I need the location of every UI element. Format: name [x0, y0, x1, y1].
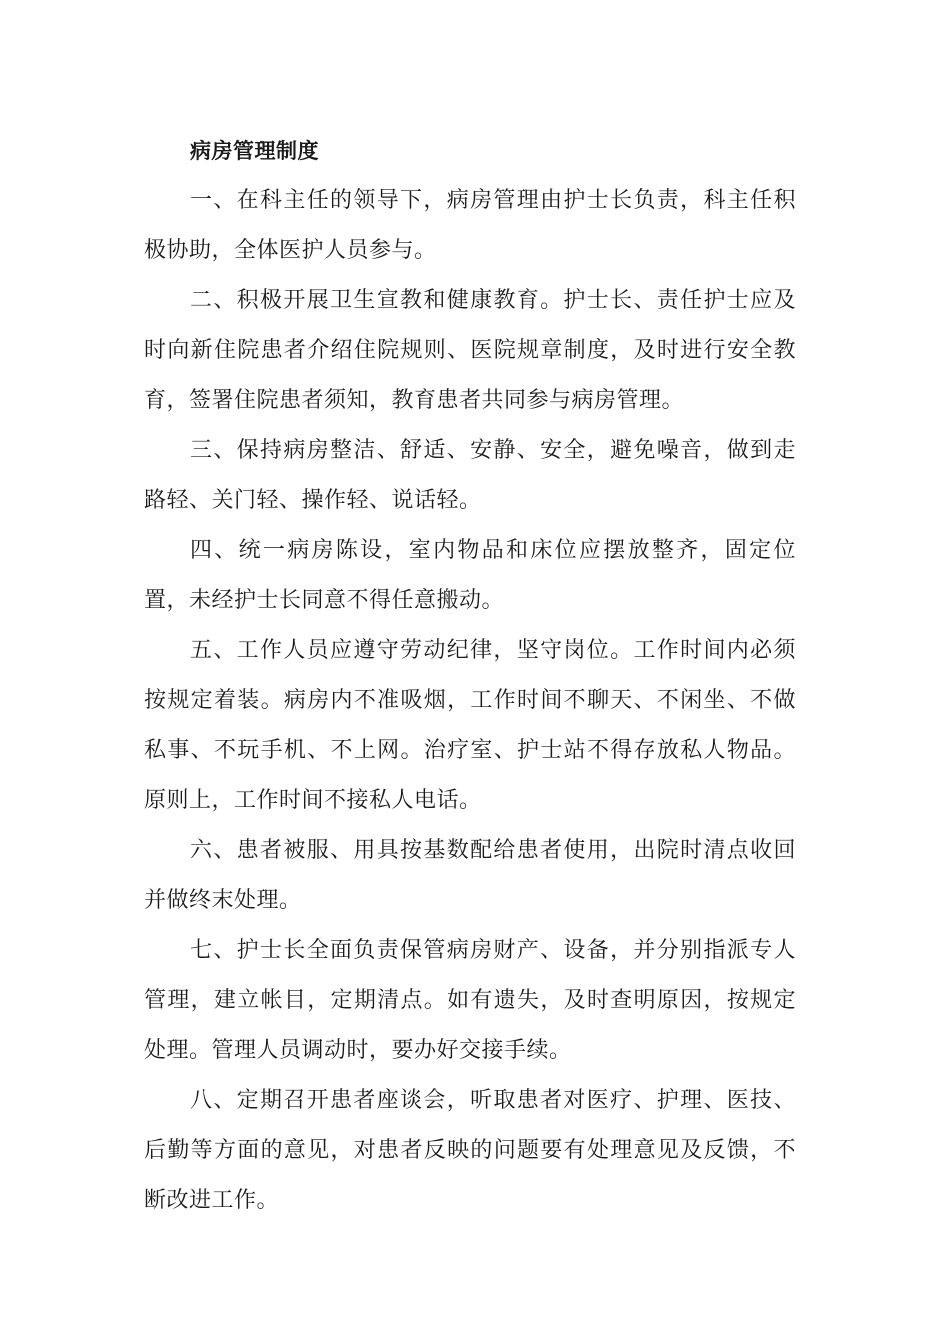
document-title: 病房管理制度: [190, 139, 319, 163]
paragraph-5: 五、工作人员应遵守劳动纪律，坚守岗位。工作时间内必须按规定着装。病房内不准吸烟，工作时间不聊天、不闲坐、不做私事、不玩手机、不上网。治疗室、护士站不得存放私人物品。原则上，工作时间不接私人电话。: [144, 638, 796, 813]
paragraph-1: 一、在科主任的领导下，病房管理由护士长负责，科主任积极协助，全体医护人员参与。: [144, 188, 796, 263]
paragraph-6: 六、患者被服、用具按基数配给患者使用，出院时清点收回并做终末处理。: [144, 838, 796, 913]
paragraph-7: 七、护士长全面负责保管病房财产、设备，并分别指派专人管理，建立帐目，定期清点。如有遗失，及时查明原因，按规定处理。管理人员调动时，要办好交接手续。: [144, 938, 796, 1063]
paragraph-2: 二、积极开展卫生宣教和健康教育。护士长、责任护士应及时向新住院患者介绍住院规则、医院规章制度，及时进行安全教育，签署住院患者须知，教育患者共同参与病房管理。: [144, 288, 796, 413]
paragraph-8: 八、定期召开患者座谈会，听取患者对医疗、护理、医技、后勤等方面的意见，对患者反映的问题要有处理意见及反馈，不断改进工作。: [144, 1088, 796, 1213]
paragraph-3: 三、保持病房整洁、舒适、安静、安全，避免噪音，做到走路轻、关门轻、操作轻、说话轻。: [144, 438, 796, 513]
document-body: [144, 126, 796, 1226]
paragraph-4: 四、统一病房陈设，室内物品和床位应摆放整齐，固定位置，未经护士长同意不得任意搬动。: [144, 538, 796, 613]
